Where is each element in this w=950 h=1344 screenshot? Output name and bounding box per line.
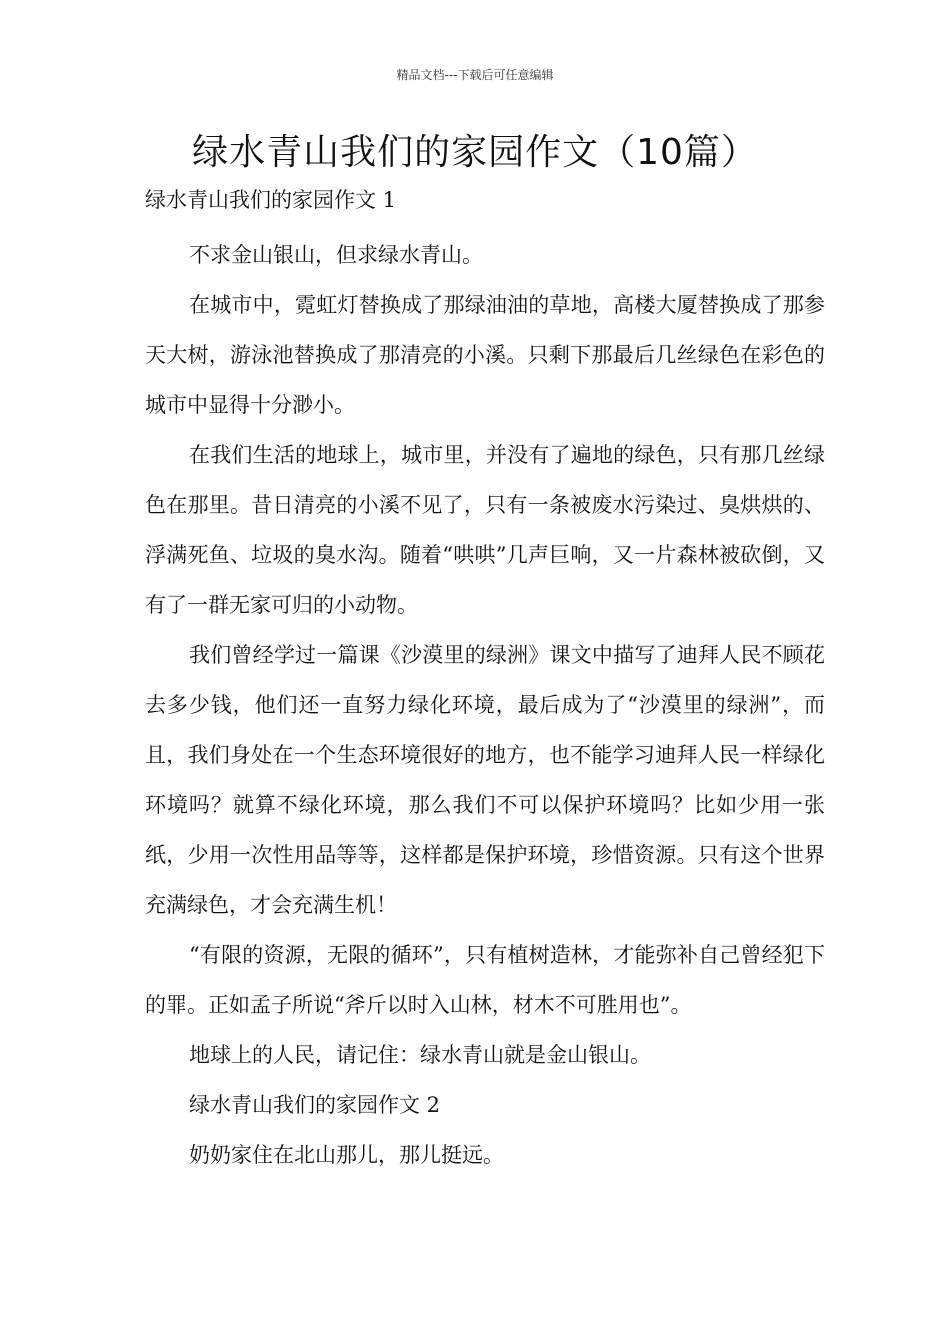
document-title: 绿水青山我们的家园作文（10篇）: [192, 132, 758, 173]
section-2-heading: 绿水青山我们的家园作文 2: [189, 1093, 441, 1117]
paragraph-3: 在我们生活的地球上，城市里，并没有了遍地的绿色，只有那几丝绿色在那里。昔日清亮的小溪不见了，只有一条被废水污染过、臭烘烘的、浮满死鱼、垃圾的臭水沟。随着“哄哄”几声巨响，又一片森林被砍倒，又有了一群无家可归的小动物。: [145, 443, 825, 617]
paragraph-4: 我们曾经学过一篇课《沙漠里的绿洲》课文中描写了迪拜人民不顾花去多少钱，他们还一直努力绿化环境，最后成为了“沙漠里的绿洲”，而且，我们身处在一个生态环境很好的地方，也不能学习迪拜人民一样绿化环境吗？就算不绿化环境，那么我们不可以保护环境吗？比如少用一张纸，少用一次性用品等等，这样都是保护环境，珍惜资源。只有这个世界充满绿色，才会充满生机！: [145, 643, 825, 917]
document-body: [145, 184, 825, 1180]
paragraph-5: “有限的资源，无限的循环”，只有植树造林，才能弥补自己曾经犯下的罪。正如孟子所说“斧斤以时入山林，材木不可胜用也”。: [145, 943, 825, 1017]
section-2-paragraph-1: 奶奶家住在北山那儿，那儿挺远。: [189, 1143, 504, 1167]
paragraph-2: 在城市中，霓虹灯替换成了那绿油油的草地，高楼大厦替换成了那参天大树，游泳池替换成了那清亮的小溪。只剩下那最后几丝绿色在彩色的城市中显得十分渺小。: [145, 293, 825, 417]
paragraph-6: 地球上的人民，请记住：绿水青山就是金山银山。: [189, 1043, 651, 1067]
header-note: 精品文档---下载后可任意编辑: [396, 68, 554, 82]
paragraph-1: 不求金山银山，但求绿水青山。: [189, 243, 483, 267]
section-1-heading: 绿水青山我们的家园作文 1: [145, 188, 397, 212]
